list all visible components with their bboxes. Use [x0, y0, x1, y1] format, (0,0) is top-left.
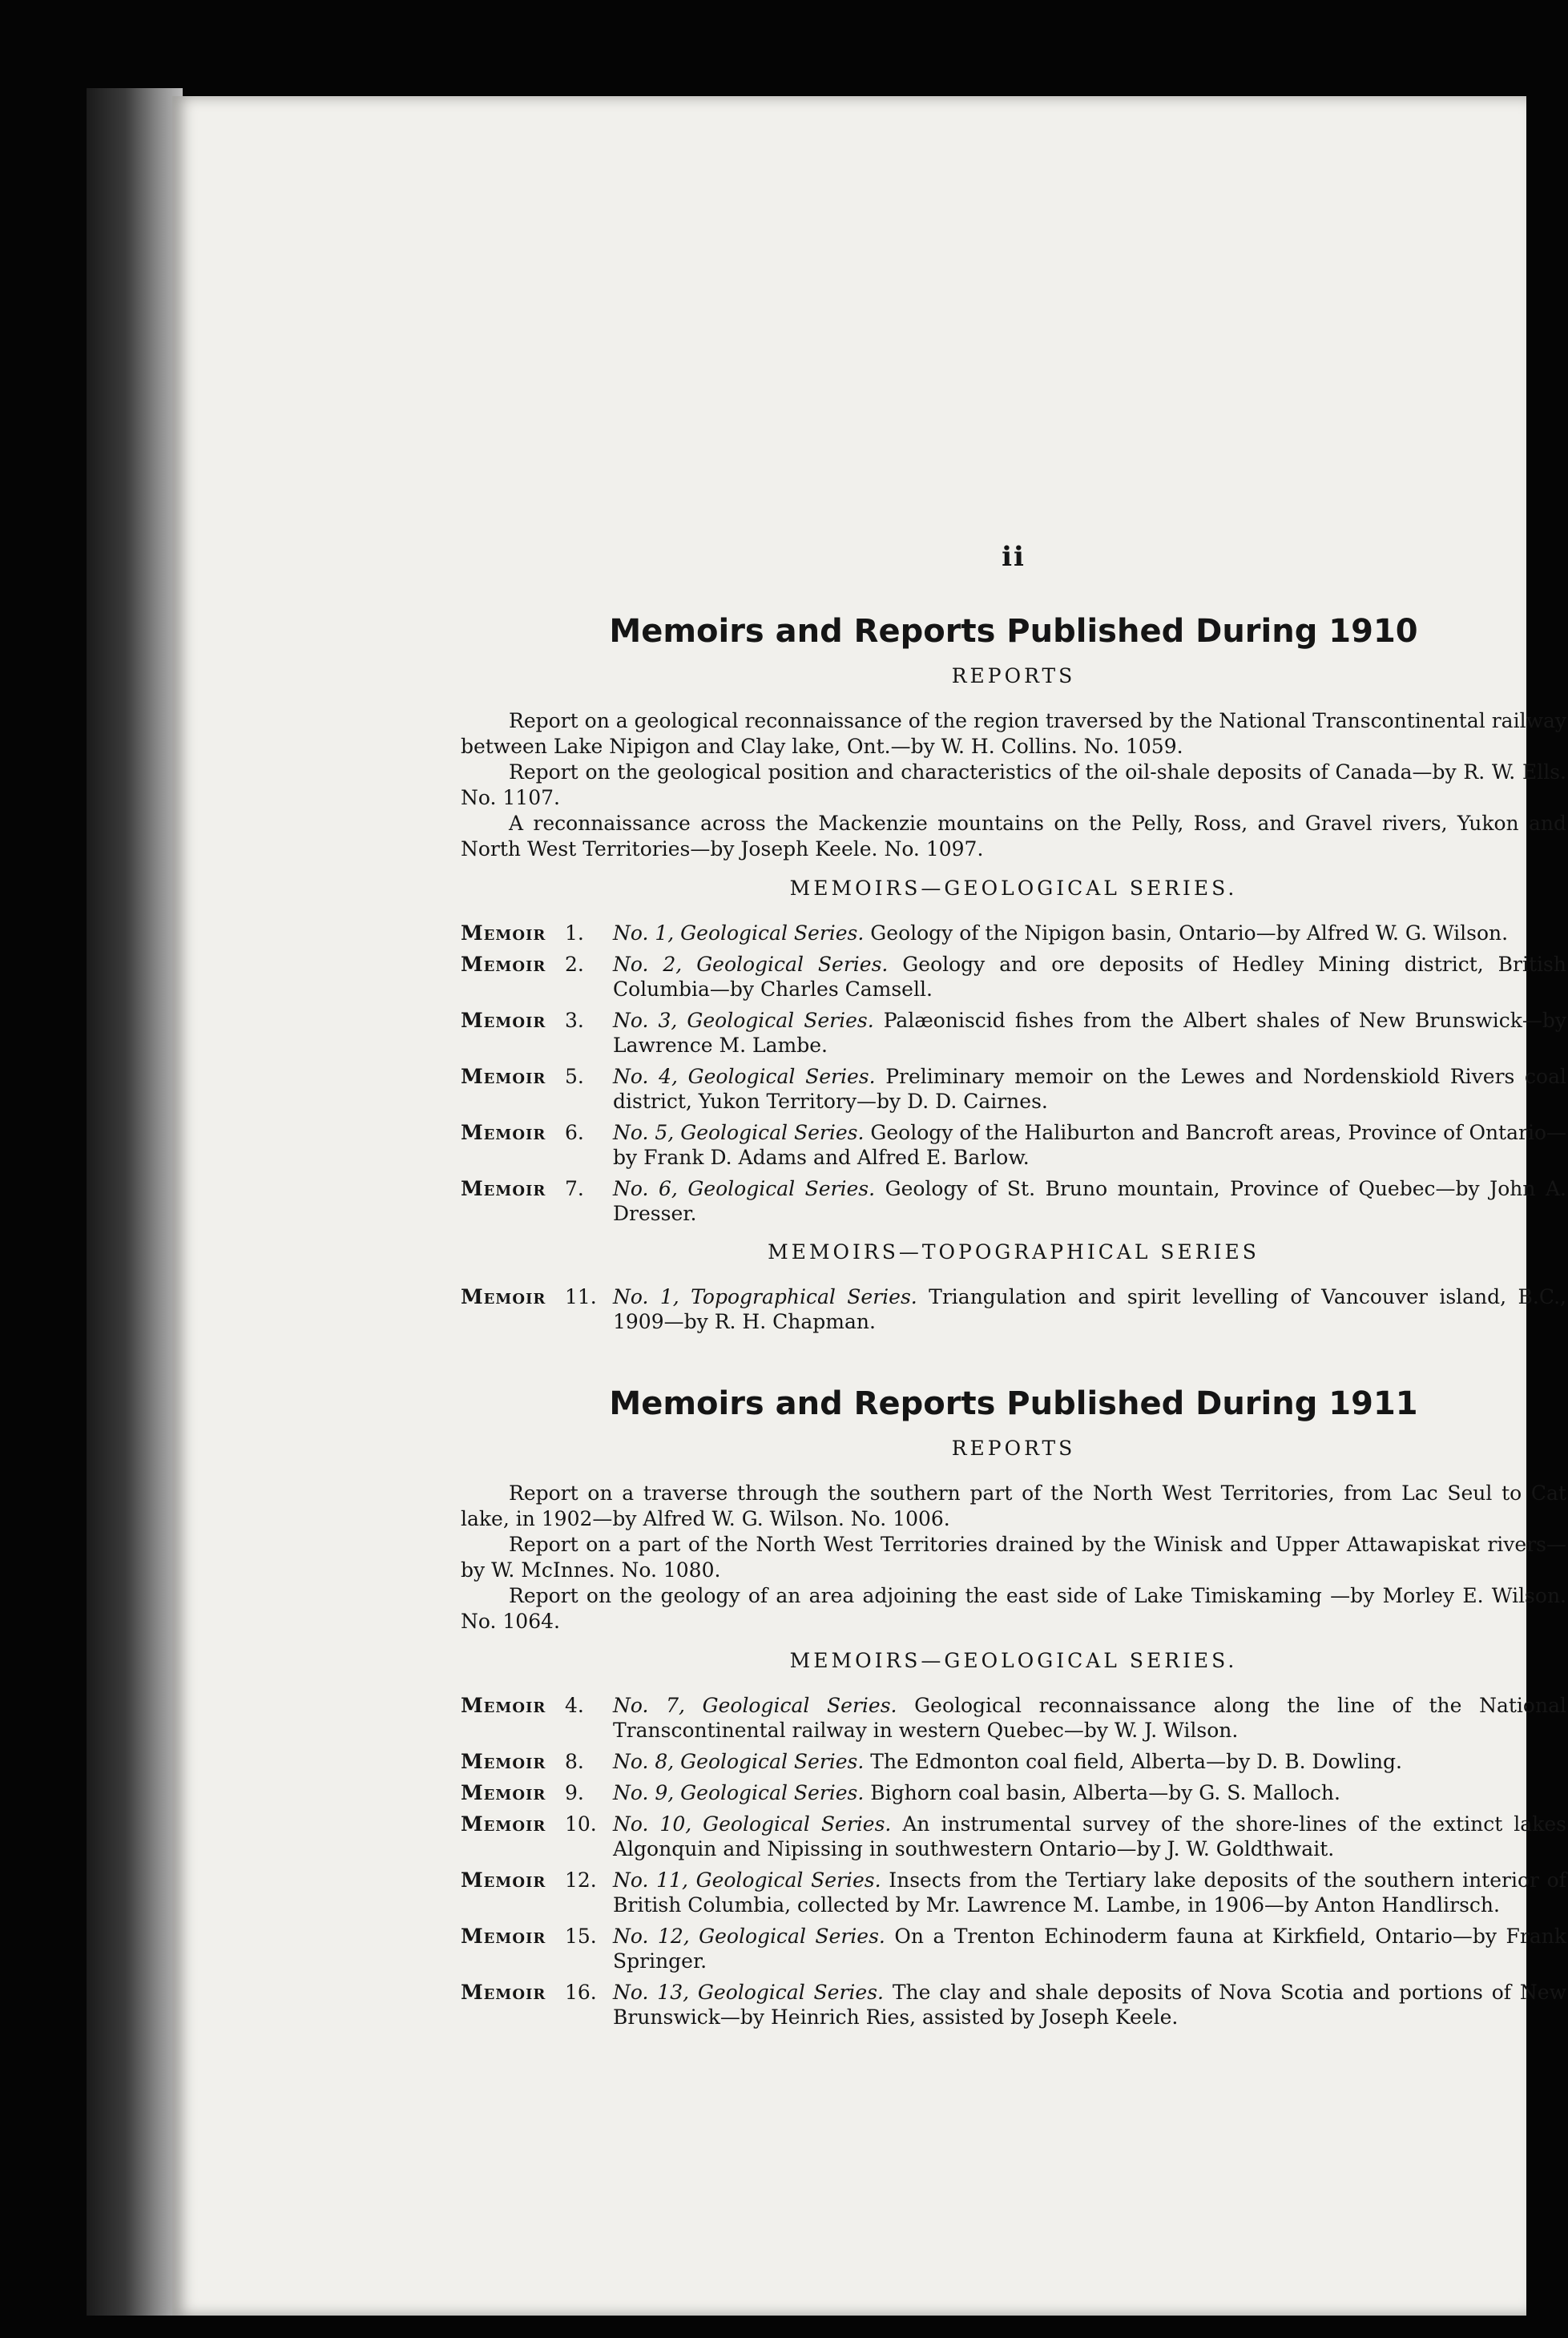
- memoir-number: 1.: [565, 921, 584, 945]
- geological-heading-1910: MEMOIRS—GEOLOGICAL SERIES.: [789, 877, 1238, 900]
- memoir-entry: [461, 952, 1566, 1002]
- memoir-label: Memoir: [461, 1781, 546, 1804]
- memoir-series: No. 6, Geological Series.: [613, 1177, 876, 1200]
- memoir-entry: [461, 1749, 1566, 1774]
- memoir-entry: [461, 1812, 1566, 1861]
- memoir-series: No. 12, Geological Series.: [613, 1925, 885, 1948]
- memoir-number: 6.: [565, 1121, 584, 1144]
- memoir-series: No. 2, Geological Series.: [613, 953, 889, 976]
- reports-heading-1911: REPORTS: [951, 1437, 1076, 1460]
- report-entry: Report on the geological position and characteristics of the oil-shale deposits of Canada—by R. W. Ells. No. 1107.: [461, 760, 1566, 809]
- memoir-label: Memoir: [461, 921, 546, 945]
- memoir-number: 3.: [565, 1009, 584, 1032]
- memoir-series: No. 4, Geological Series.: [613, 1065, 876, 1088]
- page-content: [461, 541, 1566, 2036]
- memoir-entry: [461, 1064, 1566, 1114]
- memoir-description: Geological reconnaissance along the line of the National Transcontinental railway in western Quebec—by W. J. Wilson.: [613, 1694, 1566, 1742]
- memoir-entry: [461, 1980, 1566, 2030]
- memoir-description: Geology of the Haliburton and Bancroft areas, Province of Ontario—by Frank D. Adams and Alfred E. Barlow.: [613, 1121, 1566, 1169]
- memoir-number: 9.: [565, 1781, 584, 1804]
- memoir-number: 10.: [565, 1812, 597, 1836]
- memoir-number: 7.: [565, 1177, 584, 1200]
- memoir-number: 11.: [565, 1285, 597, 1308]
- memoir-description: The clay and shale deposits of Nova Scotia and portions of New Brunswick—by Heinrich Ries, assisted by Joseph Keele.: [613, 1981, 1566, 2029]
- memoir-entry: [461, 1868, 1566, 1917]
- memoir-label: Memoir: [461, 1750, 546, 1773]
- memoir-label: Memoir: [461, 1009, 546, 1032]
- memoir-number: 5.: [565, 1065, 584, 1088]
- memoir-description: Geology and ore deposits of Hedley Mining district, British Columbia—by Charles Camsell.: [613, 953, 1566, 1001]
- memoir-description: Insects from the Tertiary lake deposits of the southern interior of British Columbia, collected by Mr. Lawrence M. Lambe, in 1906—by Anton Handlirsch.: [613, 1868, 1566, 1917]
- reports-heading-1910: REPORTS: [951, 664, 1076, 687]
- memoir-series: No. 5, Geological Series.: [613, 1121, 865, 1144]
- memoir-series: No. 10, Geological Series.: [613, 1812, 892, 1836]
- memoir-entry: [461, 1284, 1566, 1334]
- report-entry: Report on a part of the North West Territories drained by the Winisk and Upper Attawapiskat rivers—by W. McInnes. No. 1080.: [461, 1533, 1566, 1582]
- memoir-entry: [461, 1120, 1566, 1170]
- section-title-1911: Memoirs and Reports Published During 1911: [609, 1385, 1418, 1422]
- memoir-series: No. 9, Geological Series.: [613, 1781, 865, 1804]
- memoir-label: Memoir: [461, 1121, 546, 1144]
- memoir-series: No. 11, Geological Series.: [613, 1868, 881, 1892]
- report-entry: A reconnaissance across the Mackenzie mountains on the Pelly, Ross, and Gravel rivers, Yukon and North West Territories—by Joseph Keele. No. 1097.: [461, 812, 1566, 861]
- memoir-series: No. 7, Geological Series.: [613, 1694, 897, 1717]
- memoir-description: An instrumental survey of the shore-lines of the extinct lakes Algonquin and Nipissing in southwestern Ontario—by J. W. Goldthwait.: [613, 1812, 1566, 1860]
- memoir-label: Memoir: [461, 1812, 546, 1836]
- memoir-description: Triangulation and spirit levelling of Vancouver island, B.C., 1909—by R. H. Chapman.: [613, 1285, 1566, 1333]
- report-entry: Report on the geology of an area adjoining the east side of Lake Timiskaming —by Morley E. Wilson. No. 1064.: [461, 1584, 1566, 1633]
- report-entry: Report on a traverse through the southern part of the North West Territories, from Lac Seul to Cat lake, in 1902—by Alfred W. G. Wilson. No. 1006.: [461, 1481, 1566, 1530]
- memoir-number: 12.: [565, 1868, 597, 1892]
- memoir-label: Memoir: [461, 1177, 546, 1200]
- page-number: ii: [1002, 541, 1026, 573]
- memoir-description: Geology of the Nipigon basin, Ontario—by Alfred W. G. Wilson.: [870, 921, 1509, 945]
- memoir-series: No. 3, Geological Series.: [613, 1009, 874, 1032]
- memoir-number: 2.: [565, 953, 584, 976]
- memoir-entry: [461, 921, 1566, 945]
- memoir-entry: [461, 1924, 1566, 1973]
- topographical-heading-1910: MEMOIRS—TOPOGRAPHICAL SERIES: [768, 1240, 1260, 1264]
- memoir-label: Memoir: [461, 1285, 546, 1308]
- report-entry: Report on a geological reconnaissance of the region traversed by the National Transcontinental railway between Lake Nipigon and Clay lake, Ont.—by W. H. Collins. No. 1059.: [461, 709, 1566, 758]
- memoir-label: Memoir: [461, 1065, 546, 1088]
- memoir-series: No. 1, Geological Series.: [613, 921, 865, 945]
- memoir-label: Memoir: [461, 953, 546, 976]
- memoir-series: No. 8, Geological Series.: [613, 1750, 865, 1773]
- memoir-entry: [461, 1176, 1566, 1226]
- memoir-entry: [461, 1693, 1566, 1743]
- memoir-label: Memoir: [461, 1981, 546, 2004]
- memoir-number: 8.: [565, 1750, 584, 1773]
- memoir-series: No. 13, Geological Series.: [613, 1981, 884, 2004]
- memoir-number: 15.: [565, 1925, 597, 1948]
- book-page: [172, 96, 1566, 2316]
- memoir-description: Bighorn coal basin, Alberta—by G. S. Malloch.: [870, 1781, 1340, 1804]
- geological-heading-1911: MEMOIRS—GEOLOGICAL SERIES.: [789, 1649, 1238, 1672]
- section-title-1910: Memoirs and Reports Published During 1910: [609, 613, 1418, 650]
- memoir-label: Memoir: [461, 1925, 546, 1948]
- memoir-description: Palæoniscid fishes from the Albert shales of New Brunswick—by Lawrence M. Lambe.: [613, 1009, 1566, 1057]
- memoir-entry: [461, 1780, 1566, 1805]
- memoir-label: Memoir: [461, 1868, 546, 1892]
- book-spine-edge: [87, 88, 183, 2316]
- memoir-description: The Edmonton coal field, Alberta—by D. B. Dowling.: [870, 1750, 1403, 1773]
- memoir-number: 4.: [565, 1694, 584, 1717]
- memoir-entry: [461, 1008, 1566, 1058]
- memoir-description: On a Trenton Echinoderm fauna at Kirkfield, Ontario—by Frank Springer.: [613, 1925, 1566, 1973]
- memoir-label: Memoir: [461, 1694, 546, 1717]
- memoir-description: Preliminary memoir on the Lewes and Nordenskiold Rivers coal district, Yukon Territory—by D. D. Cairnes.: [613, 1065, 1566, 1113]
- memoir-series: No. 1, Topographical Series.: [613, 1285, 917, 1308]
- memoir-description: Geology of St. Bruno mountain, Province of Quebec—by John A. Dresser.: [613, 1177, 1566, 1225]
- memoir-number: 16.: [565, 1981, 597, 2004]
